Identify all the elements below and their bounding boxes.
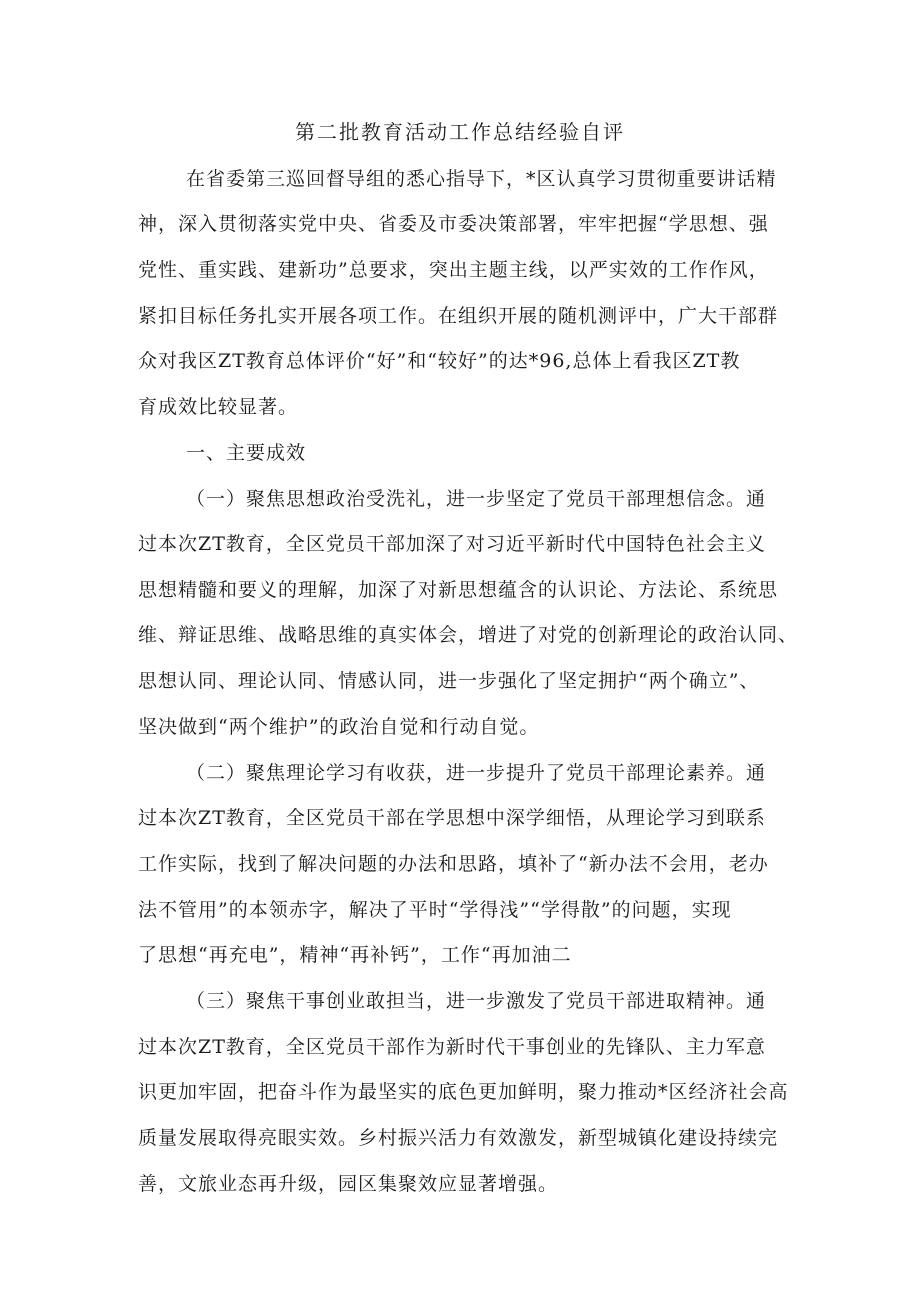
paragraph-line: 法不管用”的本领赤字，解决了平时“学得浅”“学得散”的问题，实现 [138,899,732,921]
paragraph-line: 质量发展取得亮眼实效。乡村振兴活力有效激发，新型城镇化建设持续完 [138,1127,779,1149]
paragraph-line: （一）聚焦思想政治受洗礼，进一步坚定了党员干部理想信念。通 [186,488,767,510]
paragraph-line: 育成效比较显著。 [138,396,299,418]
paragraph-line: 识更加牢固，把奋斗作为最坚实的底色更加鲜明，聚力推动*区经济社会高 [138,1081,789,1103]
paragraph-line: 坚决做到“两个维护”的政治自觉和行动自觉。 [138,716,540,738]
paragraph-line: 神，深入贯彻落实党中央、省委及市委决策部署，牢牢把握“学思想、强 [138,213,769,235]
paragraph-line: 思想认同、理论认同、情感认同，进一步强化了坚定拥护“两个确立”、 [138,670,760,692]
paragraph-line: 众对我区ZT教育总体评价“好”和“较好”的达*96,总体上看我区ZT教 [138,350,741,372]
section-heading: 一、主要成效 [186,442,307,464]
paragraph-line: 工作实际，找到了解决问题的办法和思路，填补了“新办法不会用，老办 [138,853,769,875]
paragraph-line: 了思想“再充电”，精神“再补钙”，工作“再加油二 [138,944,572,966]
paragraph-line: 在省委第三巡回督导组的悉心指导下，*区认真学习贯彻重要讲话精 [186,168,777,190]
paragraph-line: 思想精髓和要义的理解，加深了对新思想蕴含的认识论、方法论、系统思 [138,579,779,601]
document-title: 第二批教育活动工作总结经验自评 [295,120,625,144]
paragraph-line: 党性、重实践、建新功”总要求，突出主题主线，以严实效的工作作风， [138,259,769,281]
paragraph-line: 善，文旅业态再升级，园区集聚效应显著增强。 [138,1173,559,1195]
paragraph-line: （二）聚焦理论学习有收获，进一步提升了党员干部理论素养。通 [186,762,767,784]
paragraph-line: （三）聚焦干事创业敢担当，进一步激发了党员干部进取精神。通 [186,990,767,1012]
paragraph-line: 紧扣目标任务扎实开展各项工作。在组织开展的随机测评中，广大干部群 [138,305,779,327]
paragraph-line: 维、辩证思维、战略思维的真实体会，增进了对党的创新理论的政治认同、 [138,624,799,646]
paragraph-line: 过本次ZT教育，全区党员干部加深了对习近平新时代中国特色社会主义 [138,533,766,555]
paragraph-line: 过本次ZT教育，全区党员干部在学思想中深学细悟，从理论学习到联系 [138,807,766,829]
paragraph-line: 过本次ZT教育，全区党员干部作为新时代干事创业的先锋队、主力军意 [138,1036,766,1058]
